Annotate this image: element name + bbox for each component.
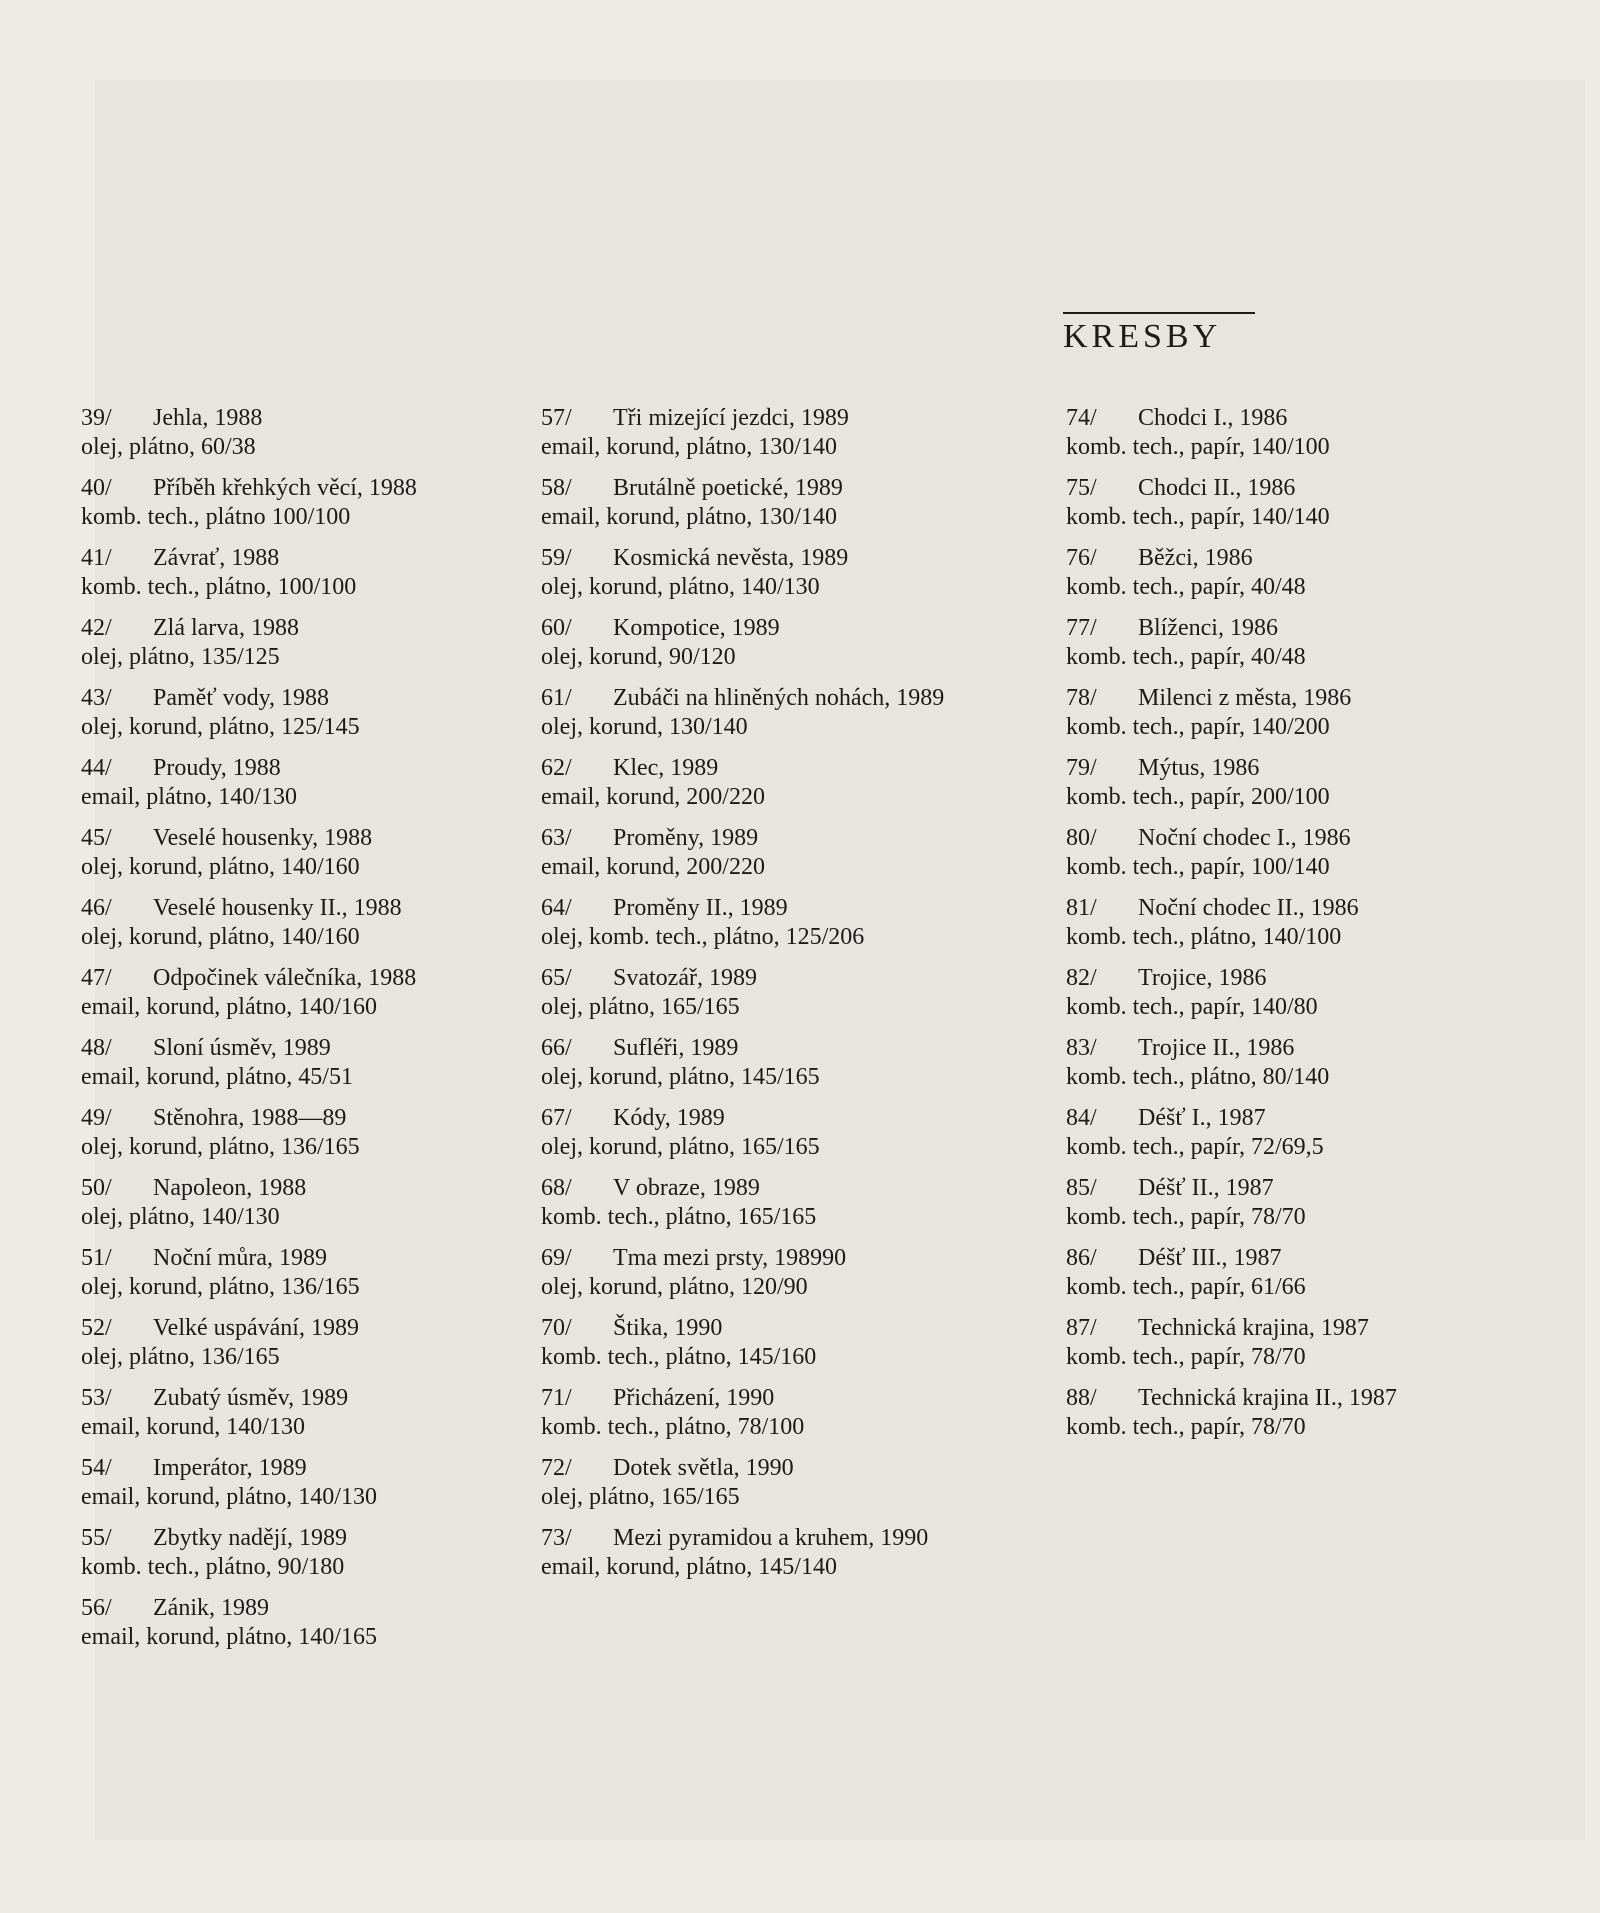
artwork-title: Zubatý úsměv, 1989: [153, 1385, 349, 1411]
artwork-title: Noční chodec II., 1986: [1138, 895, 1359, 921]
catalog-number: 40/: [81, 475, 112, 501]
catalog-entry-heading: [541, 1524, 1041, 1553]
artwork-details: email, korund, plátno, 130/140: [541, 504, 837, 530]
catalog-entry: [1066, 1034, 1546, 1104]
catalog-entry-heading: [1066, 1384, 1546, 1413]
artwork-title: Sufléři, 1989: [613, 1035, 739, 1061]
artwork-title: Blíženci, 1986: [1138, 615, 1278, 641]
catalog-entry: [541, 404, 1041, 474]
artwork-details: olej, korund, plátno, 140/130: [541, 574, 820, 600]
catalog-entry: [1066, 1384, 1546, 1454]
catalog-entry-heading: [81, 474, 521, 503]
artwork-details: komb. tech., papír, 140/140: [1066, 504, 1330, 530]
artwork-details: olej, korund, plátno, 165/165: [541, 1134, 820, 1160]
catalog-entry: [541, 614, 1041, 684]
artwork-title: Veselé housenky, 1988: [153, 825, 373, 851]
artwork-title: Brutálně poetické, 1989: [613, 475, 843, 501]
catalog-entry-heading: [541, 964, 1041, 993]
catalog-entry-heading: [541, 824, 1041, 853]
artwork-details: email, korund, plátno, 45/51: [81, 1064, 353, 1090]
artwork-title: Zubáči na hliněných nohách, 1989: [613, 685, 945, 711]
catalog-number: 48/: [81, 1035, 112, 1061]
catalog-entry-heading: [541, 1034, 1041, 1063]
catalog-entry-heading: [81, 404, 521, 433]
artwork-title: Odpočinek válečníka, 1988: [153, 965, 417, 991]
artwork-details: komb. tech., papír, 100/140: [1066, 854, 1330, 880]
artwork-details: olej, plátno, 165/165: [541, 1484, 740, 1510]
catalog-number: 52/: [81, 1315, 112, 1341]
artwork-title: Kosmická nevěsta, 1989: [613, 545, 849, 571]
catalog-entry-heading: [541, 544, 1041, 573]
catalog-entry-heading: [1066, 1244, 1546, 1273]
catalog-entry: [81, 754, 521, 824]
catalog-number: 71/: [541, 1385, 572, 1411]
artwork-title: Proudy, 1988: [153, 755, 281, 781]
catalog-number: 39/: [81, 405, 112, 431]
catalog-number: 46/: [81, 895, 112, 921]
catalog-entry-heading: [81, 1384, 521, 1413]
catalog-number: 77/: [1066, 615, 1097, 641]
artwork-details: email, korund, 200/220: [541, 854, 765, 880]
catalog-number: 72/: [541, 1455, 572, 1481]
catalog-entry: [81, 824, 521, 894]
artwork-title: Štika, 1990: [613, 1315, 723, 1341]
catalog-number: 75/: [1066, 475, 1097, 501]
catalog-number: 42/: [81, 615, 112, 641]
catalog-entry: [1066, 894, 1546, 964]
catalog-entry-heading: [1066, 1034, 1546, 1063]
catalog-number: 50/: [81, 1175, 112, 1201]
artwork-title: Proměny, 1989: [613, 825, 759, 851]
catalog-entry: [541, 1174, 1041, 1244]
catalog-number: 60/: [541, 615, 572, 641]
artwork-details: komb. tech., plátno, 78/100: [541, 1414, 805, 1440]
catalog-number: 54/: [81, 1455, 112, 1481]
catalog-number: 69/: [541, 1245, 572, 1271]
artwork-details: olej, plátno, 165/165: [541, 994, 740, 1020]
artwork-details: olej, korund, plátno, 125/145: [81, 714, 360, 740]
artwork-title: Zbytky nadějí, 1989: [153, 1525, 347, 1551]
artwork-title: Stěnohra, 1988—89: [153, 1105, 347, 1131]
artwork-details: olej, plátno, 140/130: [81, 1204, 280, 1230]
catalog-entry-heading: [81, 1454, 521, 1483]
artwork-title: Přicházení, 1990: [613, 1385, 775, 1411]
catalog-entry-heading: [81, 614, 521, 643]
catalog-number: 41/: [81, 545, 112, 571]
catalog-entry: [1066, 754, 1546, 824]
catalog-entry-heading: [1066, 544, 1546, 573]
artwork-details: komb. tech., plátno 100/100: [81, 504, 351, 530]
catalog-entry: [81, 1454, 521, 1524]
catalog-entry: [81, 1034, 521, 1104]
catalog-number: 85/: [1066, 1175, 1097, 1201]
artwork-details: komb. tech., plátno, 140/100: [1066, 924, 1342, 950]
artwork-details: komb. tech., plátno, 145/160: [541, 1344, 817, 1370]
artwork-details: komb. tech., plátno, 90/180: [81, 1554, 345, 1580]
catalog-number: 84/: [1066, 1105, 1097, 1131]
artwork-details: komb. tech., plátno, 165/165: [541, 1204, 817, 1230]
artwork-details: olej, korund, plátno, 136/165: [81, 1134, 360, 1160]
artwork-title: Závrať, 1988: [153, 545, 280, 571]
artwork-title: Technická krajina, 1987: [1138, 1315, 1369, 1341]
catalog-entry: [541, 1034, 1041, 1104]
artwork-details: email, korund, plátno, 145/140: [541, 1554, 837, 1580]
catalog-number: 82/: [1066, 965, 1097, 991]
catalog-entry-heading: [541, 1174, 1041, 1203]
catalog-entry-heading: [1066, 474, 1546, 503]
artwork-title: Tma mezi prsty, 198990: [613, 1245, 847, 1271]
artwork-title: Noční můra, 1989: [153, 1245, 327, 1271]
catalog-entry-heading: [81, 1594, 521, 1623]
catalog-entry-heading: [81, 1104, 521, 1133]
artwork-title: Běžci, 1986: [1138, 545, 1253, 571]
catalog-number: 80/: [1066, 825, 1097, 851]
catalog-entry-heading: [1066, 754, 1546, 783]
artwork-details: olej, korund, 90/120: [541, 644, 736, 670]
artwork-details: komb. tech., papír, 40/48: [1066, 644, 1306, 670]
artwork-title: Zlá larva, 1988: [153, 615, 299, 641]
catalog-number: 63/: [541, 825, 572, 851]
catalog-entry-heading: [541, 1244, 1041, 1273]
artwork-title: Chodci II., 1986: [1138, 475, 1296, 501]
artwork-title: Chodci I., 1986: [1138, 405, 1288, 431]
artwork-details: olej, korund, plátno, 136/165: [81, 1274, 360, 1300]
artwork-details: komb. tech., papír, 140/100: [1066, 434, 1330, 460]
catalog-entry: [541, 1384, 1041, 1454]
artwork-details: komb. tech., papír, 40/48: [1066, 574, 1306, 600]
catalog-entry: [541, 474, 1041, 544]
catalog-column-1: [81, 404, 521, 1664]
catalog-entry: [1066, 1314, 1546, 1384]
artwork-title: Déšť I., 1987: [1138, 1105, 1266, 1131]
artwork-title: V obraze, 1989: [613, 1175, 760, 1201]
artwork-details: komb. tech., papír, 140/200: [1066, 714, 1330, 740]
artwork-title: Mezi pyramidou a kruhem, 1990: [613, 1525, 929, 1551]
artwork-title: Milenci z města, 1986: [1138, 685, 1352, 711]
section-heading-kresby: KRESBY: [1063, 312, 1255, 357]
catalog-number: 68/: [541, 1175, 572, 1201]
catalog-entry: [541, 824, 1041, 894]
artwork-title: Proměny II., 1989: [613, 895, 788, 921]
catalog-entry-heading: [541, 614, 1041, 643]
artwork-details: email, korund, plátno, 140/160: [81, 994, 377, 1020]
catalog-number: 88/: [1066, 1385, 1097, 1411]
artwork-details: email, korund, 200/220: [541, 784, 765, 810]
artwork-title: Příběh křehkých věcí, 1988: [153, 475, 417, 501]
artwork-title: Trojice II., 1986: [1138, 1035, 1295, 1061]
artwork-details: olej, korund, plátno, 145/165: [541, 1064, 820, 1090]
catalog-entry-heading: [81, 1034, 521, 1063]
catalog-entry: [1066, 404, 1546, 474]
artwork-title: Kompotice, 1989: [613, 615, 780, 641]
catalog-entry: [1066, 684, 1546, 754]
catalog-entry-heading: [1066, 614, 1546, 643]
catalog-number: 58/: [541, 475, 572, 501]
catalog-entry-heading: [81, 754, 521, 783]
artwork-title: Déšť III., 1987: [1138, 1245, 1282, 1271]
artwork-details: email, korund, 140/130: [81, 1414, 305, 1440]
catalog-entry: [541, 1104, 1041, 1174]
catalog-entry: [541, 1454, 1041, 1524]
catalog-entry: [81, 1384, 521, 1454]
artwork-details: olej, korund, plátno, 140/160: [81, 854, 360, 880]
catalog-entry-heading: [541, 1384, 1041, 1413]
artwork-title: Veselé housenky II., 1988: [153, 895, 402, 921]
catalog-number: 65/: [541, 965, 572, 991]
artwork-details: olej, korund, plátno, 140/160: [81, 924, 360, 950]
catalog-number: 51/: [81, 1245, 112, 1271]
artwork-title: Paměť vody, 1988: [153, 685, 330, 711]
catalog-number: 64/: [541, 895, 572, 921]
catalog-entry: [81, 544, 521, 614]
artwork-title: Trojice, 1986: [1138, 965, 1267, 991]
catalog-entry-heading: [1066, 1314, 1546, 1343]
artwork-title: Imperátor, 1989: [153, 1455, 307, 1481]
catalog-number: 61/: [541, 685, 572, 711]
catalog-number: 43/: [81, 685, 112, 711]
catalog-number: 45/: [81, 825, 112, 851]
artwork-title: Kódy, 1989: [613, 1105, 725, 1131]
catalog-entry: [1066, 474, 1546, 544]
catalog-number: 87/: [1066, 1315, 1097, 1341]
catalog-entry: [1066, 544, 1546, 614]
catalog-entry-heading: [541, 684, 1041, 713]
catalog-number: 55/: [81, 1525, 112, 1551]
catalog-column-3: [1066, 404, 1546, 1454]
catalog-entry: [81, 1594, 521, 1664]
artwork-details: komb. tech., papír, 78/70: [1066, 1204, 1306, 1230]
catalog-entry-heading: [541, 1314, 1041, 1343]
artwork-details: olej, korund, plátno, 120/90: [541, 1274, 808, 1300]
catalog-entry: [1066, 614, 1546, 684]
catalog-entry: [81, 1314, 521, 1384]
artwork-details: email, korund, plátno, 140/165: [81, 1624, 377, 1650]
catalog-number: 62/: [541, 755, 572, 781]
artwork-details: komb. tech., papír, 78/70: [1066, 1414, 1306, 1440]
catalog-entry-heading: [1066, 1104, 1546, 1133]
catalog-number: 44/: [81, 755, 112, 781]
artwork-title: Jehla, 1988: [153, 405, 263, 431]
catalog-number: 59/: [541, 545, 572, 571]
artwork-details: komb. tech., papír, 200/100: [1066, 784, 1330, 810]
catalog-number: 53/: [81, 1385, 112, 1411]
catalog-entry-heading: [81, 1174, 521, 1203]
catalog-number: 73/: [541, 1525, 572, 1551]
artwork-details: komb. tech., papír, 72/69,5: [1066, 1134, 1324, 1160]
artwork-details: olej, korund, 130/140: [541, 714, 748, 740]
artwork-title: Zánik, 1989: [153, 1595, 269, 1621]
catalog-entry-heading: [1066, 964, 1546, 993]
catalog-number: 57/: [541, 405, 572, 431]
catalog-entry-heading: [81, 1314, 521, 1343]
catalog-entry-heading: [1066, 824, 1546, 853]
catalog-entry-heading: [541, 754, 1041, 783]
artwork-title: Klec, 1989: [613, 755, 719, 781]
catalog-number: 56/: [81, 1595, 112, 1621]
artwork-details: komb. tech., papír, 140/80: [1066, 994, 1318, 1020]
artwork-details: olej, plátno, 135/125: [81, 644, 280, 670]
catalog-entry-heading: [541, 894, 1041, 923]
catalog-number: 86/: [1066, 1245, 1097, 1271]
catalog-entry: [541, 1314, 1041, 1384]
artwork-details: komb. tech., plátno, 80/140: [1066, 1064, 1330, 1090]
catalog-entry-heading: [81, 894, 521, 923]
artwork-title: Technická krajina II., 1987: [1138, 1385, 1397, 1411]
artwork-details: email, korund, plátno, 130/140: [541, 434, 837, 460]
catalog-number: 70/: [541, 1315, 572, 1341]
catalog-entry: [81, 1174, 521, 1244]
artwork-details: komb. tech., papír, 78/70: [1066, 1344, 1306, 1370]
artwork-details: olej, plátno, 60/38: [81, 434, 256, 460]
artwork-title: Déšť II., 1987: [1138, 1175, 1274, 1201]
catalog-entry-heading: [1066, 894, 1546, 923]
catalog-entry: [1066, 1174, 1546, 1244]
catalog-number: 79/: [1066, 755, 1097, 781]
artwork-details: olej, plátno, 136/165: [81, 1344, 280, 1370]
catalog-entry-heading: [81, 1244, 521, 1273]
catalog-number: 67/: [541, 1105, 572, 1131]
artwork-title: Sloní úsměv, 1989: [153, 1035, 331, 1061]
catalog-entry: [1066, 1104, 1546, 1174]
catalog-entry: [541, 754, 1041, 824]
artwork-details: komb. tech., papír, 61/66: [1066, 1274, 1306, 1300]
catalog-entry-heading: [1066, 1174, 1546, 1203]
catalog-entry: [541, 1524, 1041, 1594]
catalog-entry: [541, 544, 1041, 614]
catalog-entry: [81, 1524, 521, 1594]
catalog-entry: [81, 894, 521, 964]
catalog-entry: [81, 474, 521, 544]
catalog-number: 74/: [1066, 405, 1097, 431]
artwork-details: email, korund, plátno, 140/130: [81, 1484, 377, 1510]
catalog-entry-heading: [1066, 684, 1546, 713]
catalog-entry-heading: [81, 964, 521, 993]
artwork-details: olej, komb. tech., plátno, 125/206: [541, 924, 865, 950]
catalog-number: 66/: [541, 1035, 572, 1061]
catalog-number: 81/: [1066, 895, 1097, 921]
catalog-entry: [81, 684, 521, 754]
catalog-number: 76/: [1066, 545, 1097, 571]
catalog-entry: [1066, 1244, 1546, 1314]
artwork-title: Tři mizející jezdci, 1989: [613, 405, 849, 431]
catalog-entry: [541, 684, 1041, 754]
catalog-entry-heading: [81, 1524, 521, 1553]
artwork-title: Svatozář, 1989: [613, 965, 757, 991]
catalog-entry: [1066, 824, 1546, 894]
catalog-entry: [81, 1244, 521, 1314]
catalog-entry: [541, 1244, 1041, 1314]
artwork-title: Velké uspávání, 1989: [153, 1315, 359, 1341]
catalog-entry: [1066, 964, 1546, 1034]
artwork-details: komb. tech., plátno, 100/100: [81, 574, 357, 600]
catalog-column-2: [541, 404, 1041, 1594]
artwork-details: email, plátno, 140/130: [81, 784, 297, 810]
catalog-entry-heading: [1066, 404, 1546, 433]
artwork-title: Mýtus, 1986: [1138, 755, 1260, 781]
catalog-entry-heading: [81, 824, 521, 853]
catalog-entry-heading: [541, 1104, 1041, 1133]
catalog-number: 78/: [1066, 685, 1097, 711]
artwork-title: Dotek světla, 1990: [613, 1455, 794, 1481]
artwork-title: Noční chodec I., 1986: [1138, 825, 1351, 851]
catalog-entry: [541, 964, 1041, 1034]
artwork-title: Napoleon, 1988: [153, 1175, 307, 1201]
catalog-entry: [81, 1104, 521, 1174]
catalog-entry: [541, 894, 1041, 964]
catalog-entry-heading: [81, 684, 521, 713]
catalog-entry-heading: [81, 544, 521, 573]
catalog-entry-heading: [541, 1454, 1041, 1483]
catalog-entry-heading: [541, 404, 1041, 433]
catalog-number: 83/: [1066, 1035, 1097, 1061]
catalog-number: 47/: [81, 965, 112, 991]
catalog-entry-heading: [541, 474, 1041, 503]
catalog-entry: [81, 404, 521, 474]
catalog-entry: [81, 614, 521, 684]
catalog-number: 49/: [81, 1105, 112, 1131]
catalog-entry: [81, 964, 521, 1034]
